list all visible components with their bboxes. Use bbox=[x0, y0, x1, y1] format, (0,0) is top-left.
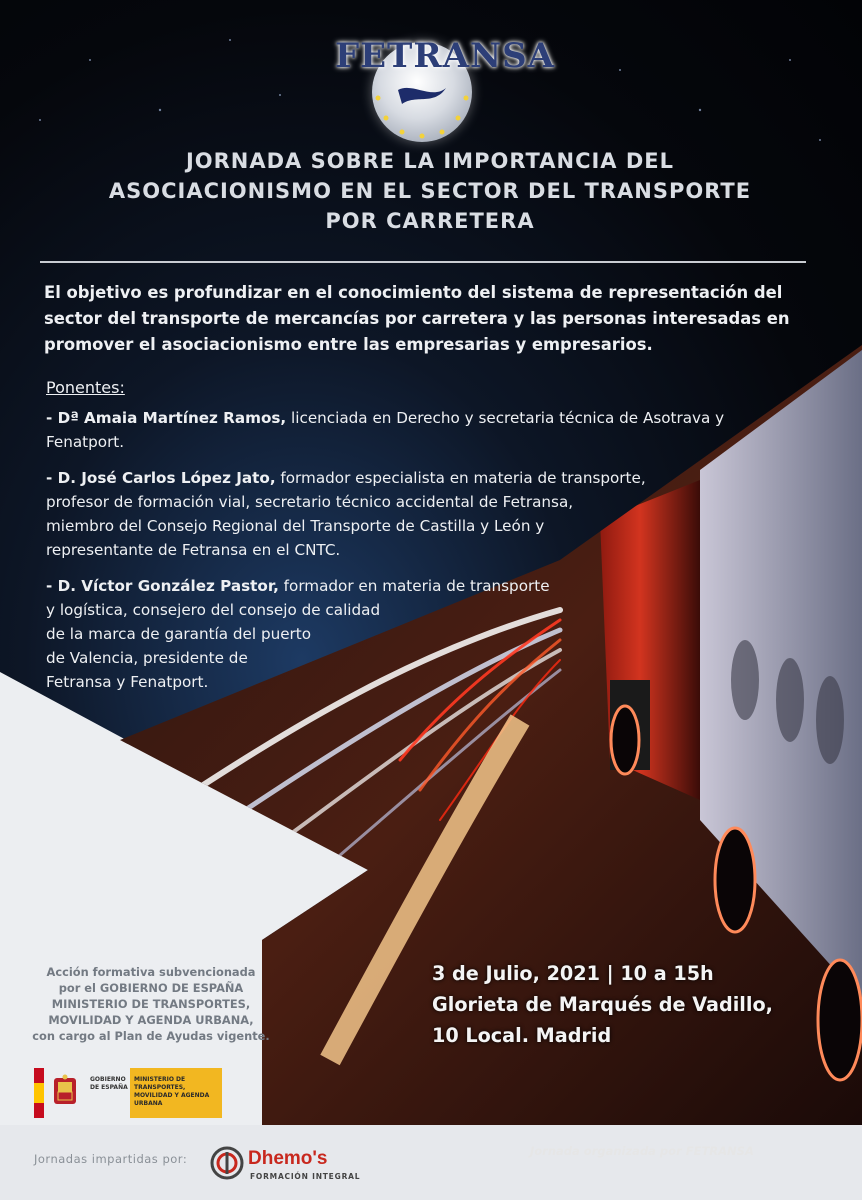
speaker-description: formador en materia de transporte bbox=[278, 577, 550, 595]
provider-subtitle: FORMACIÓN INTEGRAL bbox=[250, 1172, 361, 1181]
speaker-name: - D. José Carlos López Jato, bbox=[46, 469, 276, 487]
speakers-section bbox=[46, 376, 766, 694]
subsidy-note bbox=[20, 964, 282, 1044]
subsidy-line: MINISTERIO DE TRANSPORTES, bbox=[51, 997, 251, 1011]
speaker-entry bbox=[46, 406, 766, 454]
subsidy-line: MOVILIDAD Y AGENDA URBANA, bbox=[48, 1013, 254, 1027]
speaker-description: de Valencia, presidente de bbox=[46, 649, 248, 667]
speaker-description: licenciada en Derecho y secretaria técnica de Asotrava y bbox=[286, 409, 725, 427]
organizer-note: Jornada organizada por FETRANSA bbox=[530, 1144, 754, 1158]
gov-label: GOBIERNO DE ESPAÑA bbox=[90, 1076, 128, 1091]
title-line: POR CARRETERA bbox=[325, 209, 535, 233]
speakers-heading: Ponentes: bbox=[46, 378, 125, 397]
ministry-label: MINISTERIO DE TRANSPORTES, MOVILIDAD Y AGENDA URBANA bbox=[134, 1076, 210, 1107]
event-date-time: 3 de Julio, 2021 | 10 a 15h bbox=[432, 962, 714, 985]
speaker-description: de la marca de garantía del puerto bbox=[46, 625, 312, 643]
title-divider bbox=[40, 261, 806, 263]
provider-name: Dhemo's bbox=[248, 1148, 328, 1169]
logo-wordmark: FETRANSA bbox=[335, 36, 556, 76]
subsidy-line: por el GOBIERNO DE ESPAÑA bbox=[58, 981, 244, 995]
title-line: JORNADA SOBRE LA IMPORTANCIA DEL bbox=[185, 149, 675, 173]
speaker-description: y logística, consejero del consejo de calidad bbox=[46, 601, 381, 619]
subsidy-line: con cargo al Plan de Ayudas vigente. bbox=[32, 1029, 270, 1043]
intro-line: sector del transporte de mercancías por carretera y las personas interesadas en bbox=[44, 309, 790, 328]
intro-paragraph bbox=[44, 280, 814, 358]
event-details bbox=[432, 958, 812, 1051]
speaker-name: - Dª Amaia Martínez Ramos, bbox=[46, 409, 287, 427]
title-line: ASOCIACIONISMO EN EL SECTOR DEL TRANSPORTE bbox=[108, 179, 752, 203]
speaker-description: representante de Fetransa en el CNTC. bbox=[46, 541, 341, 559]
spain-flag-icon bbox=[34, 1068, 44, 1118]
taught-by-label: Jornadas impartidas por: bbox=[34, 1152, 188, 1166]
coat-of-arms-icon bbox=[52, 1074, 78, 1108]
speaker-description: formador especialista en materia de transporte, bbox=[275, 469, 646, 487]
speaker-name: - D. Víctor González Pastor, bbox=[46, 577, 279, 595]
speaker-description: Fetransa y Fenatport. bbox=[46, 673, 209, 691]
intro-line: El objetivo es profundizar en el conocimiento del sistema de representación del bbox=[44, 283, 783, 302]
intro-line: promover el asociacionismo entre las empresarias y empresarios. bbox=[44, 335, 653, 354]
speaker-entry bbox=[46, 466, 766, 562]
speaker-description: miembro del Consejo Regional del Transporte de Castilla y León y bbox=[46, 517, 545, 535]
page-title bbox=[40, 146, 820, 236]
event-address: 10 Local. Madrid bbox=[432, 1024, 612, 1047]
speaker-description: profesor de formación vial, secretario técnico accidental de Fetransa, bbox=[46, 493, 574, 511]
subsidy-line: Acción formativa subvencionada bbox=[46, 965, 256, 979]
event-address: Glorieta de Marqués de Vadillo, bbox=[432, 993, 773, 1016]
dhemos-logo-icon bbox=[210, 1146, 244, 1180]
speaker-description: Fenatport. bbox=[46, 433, 125, 451]
speaker-entry bbox=[46, 574, 766, 694]
